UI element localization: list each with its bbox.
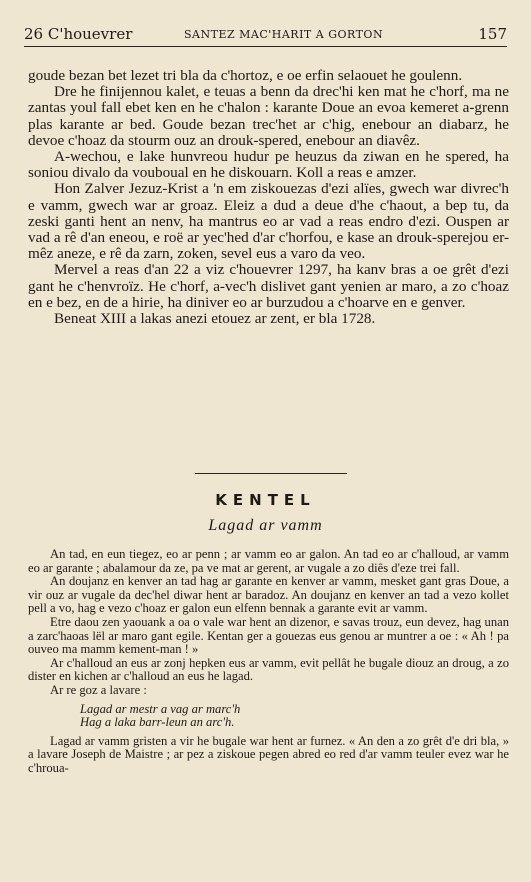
- verse-line: Hag a laka barr-leun an arc'h.: [80, 715, 235, 730]
- running-head-left: 26 C'houevrer: [24, 25, 133, 43]
- body-paragraph: Hon Zalver Jezuz-Krist a 'n em ziskouezas d'ezi alïes, gwech war divrec'h e vamm, gwech war ar groaz. Eleiz a dud a deue d'he c'haout, a bep tu, da zeski ganti hent an nenv, ha mantrus eo ar vad a reas endro d'ezi. Ouspen ar vad a rê d'an eneou, e roë ar yec'hed d'ar c'horfou, e kase an drouk-sperejou er-mêz aneze, e rê da zarn, zoken, sevel eus a varo da veo.: [28, 180, 509, 263]
- running-head: [24, 24, 507, 47]
- lesson-text: [28, 548, 509, 776]
- verse-line: Lagad ar mestr a vag ar marc'h: [80, 701, 241, 716]
- body-paragraph: Beneat XIII a lakas anezi etouez ar zent, er bla 1728.: [54, 310, 376, 328]
- body-paragraph: goude bezan bet lezet tri bla da c'hortoz, e oe erfin selaouet he goulenn.: [28, 67, 463, 84]
- lesson-paragraph: Lagad ar vamm gristen a vir he bugale war hent ar furnez. « An den a zo grêt d'e dri bla, » a lavare Joseph de Maistre ; ar pez a ziskoue pegen abred eo red d'ar vamm teuler evez war he c'hroua-: [28, 733, 509, 775]
- body-paragraph: Mervel a reas d'an 22 a viz c'houevrer 1297, ha kanv bras a oe grêt d'ezi gant he c'henvroïz. He c'horf, a-vec'h dislivet gant yenien ar maro, a zo c'hoaz en e bez, en de a hirie, ha diniver eo ar burzudou a c'hoarve en e genver.: [28, 261, 509, 311]
- lesson-paragraph: Ar re goz a lavare :: [50, 682, 147, 697]
- section-subheading: Lagad ar vamm: [208, 517, 323, 534]
- separator-rule: [195, 473, 347, 474]
- page-number: 157: [478, 25, 507, 43]
- lesson-paragraph: Etre daou zen yaouank a oa o vale war hent an dizenor, e savas trouz, eun devez, hag unan a zarc'haoas lël ar maro gant egile. Kentan ger a gouezas eus genou ar muntrer a oe : « Ah ! pa ouveo ma mamm kement-man ! »: [28, 614, 509, 657]
- body-paragraph: A-wechou, e lake hunvreou hudur pe heuzus da ziwan en he spered, ha soniou divalo da vouboual en he diskouarn. Koll a reas e amzer.: [28, 148, 509, 182]
- lesson-paragraph: An tad, en eun tiegez, eo ar penn ; ar vamm eo ar galon. An tad eo ar c'halloud, ar vamm eo ar garante ; abalamour da ze, pa ve mat ar gerent, ar vugale a zo diês d'eze trei fall.: [28, 547, 509, 575]
- lesson-paragraph: Ar c'halloud an eus ar zonj hepken eus ar vamm, evit pellât he bugale diouz an droug, a zo dister en kichen ar c'halloud an eus he lagad.: [28, 655, 509, 684]
- body-text: [28, 68, 509, 327]
- lesson-paragraph: An doujanz en kenver an tad hag ar garante en kenver ar vamm, mesket gant gras Doue, a vir ouz ar vugale da dec'hel diwar hent ar baradoz. An doujanz en kenver an tad a vezo kollet pell a vo, hag e vezo c'hoaz er galon eun elfenn bennak a garante evit ar vamm.: [28, 574, 509, 616]
- running-head-title: SANTEZ MAC'HARIT A GORTON: [184, 28, 384, 41]
- section-heading: KENTEL: [215, 491, 316, 509]
- body-paragraph: Dre he finijennou kalet, e teuas a benn da drec'hi ken mat he c'horf, ma ne zantas youl fall ebet ken en he c'halon : karante Doue an evoa kemeret a-grenn plas karante ar bed. Goude bezan trec'het ar c'hig, enebour an diabarz, he devoe c'hoaz da stourm ouz an drouk-spered, enebour an diavêz.: [28, 83, 509, 149]
